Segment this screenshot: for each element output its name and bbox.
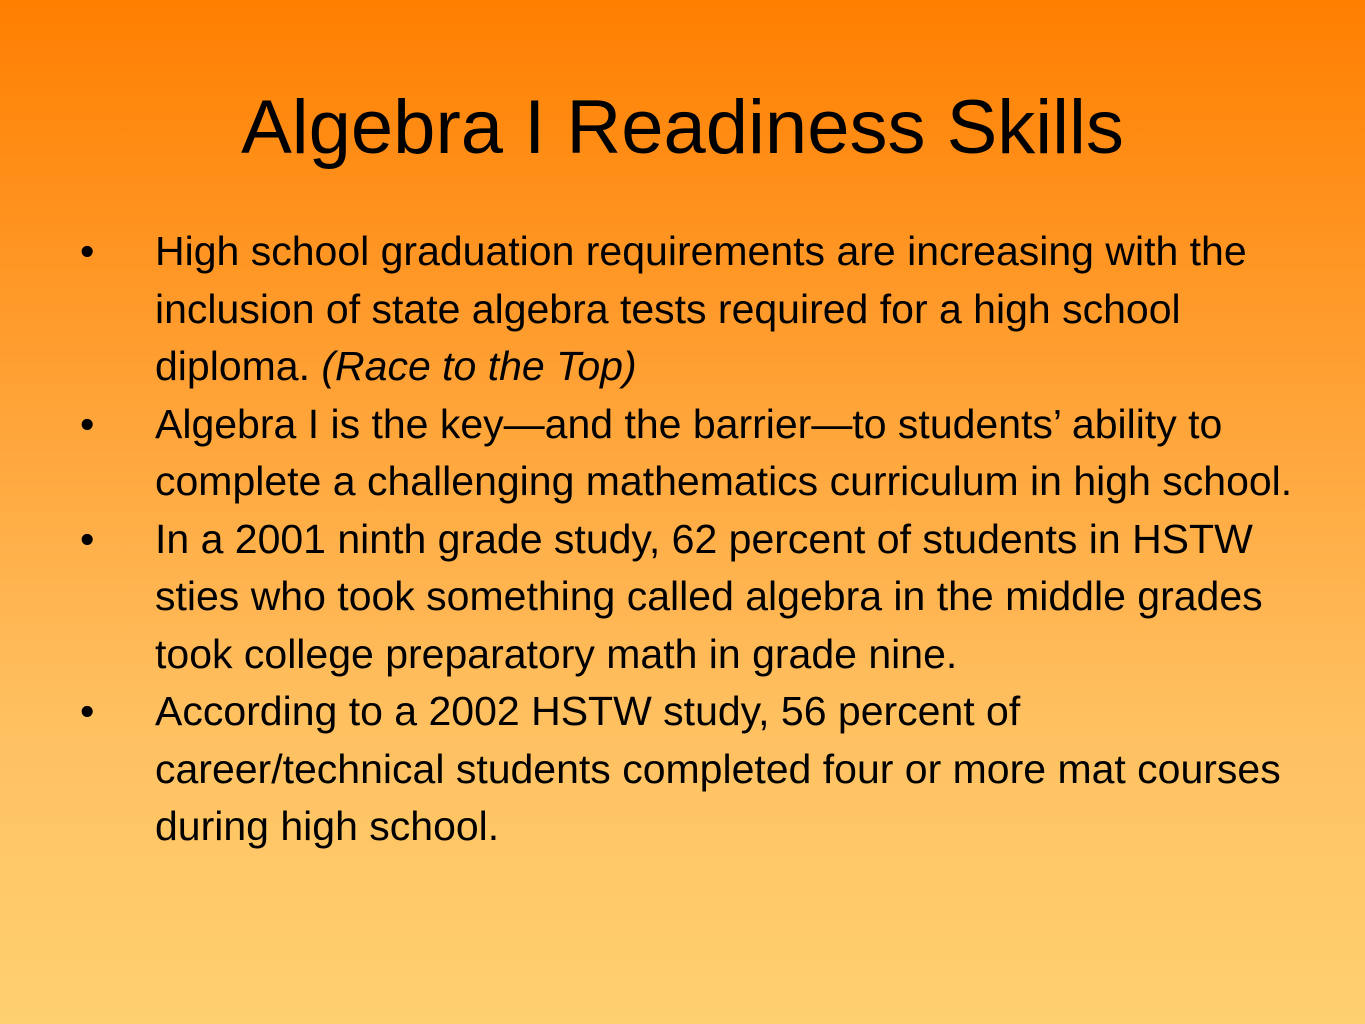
bullet-item: [0, 511, 1365, 684]
bullet-text: According to a 2002 HSTW study, 56 percent of career/technical students completed four or more mat courses during high school.: [155, 688, 1281, 849]
bullet-item: [0, 223, 1365, 396]
bullet-marker: •: [80, 688, 95, 734]
bullet-item: [0, 683, 1365, 856]
bullet-list: [0, 223, 1365, 856]
bullet-item: [0, 396, 1365, 511]
bullet-text: Algebra I is the key—and the barrier—to students’ ability to complete a challenging mathematics curriculum in high school.: [155, 400, 1293, 504]
bullet-text: In a 2001 ninth grade study, 62 percent of students in HSTW sties who took something called algebra in the middle grades took college preparatory math in grade nine.: [155, 515, 1263, 677]
bullet-emphasis: (Race to the Top): [321, 343, 637, 389]
bullet-marker: •: [80, 515, 95, 562]
bullet-marker: •: [80, 228, 95, 274]
bullet-marker: •: [80, 400, 95, 447]
slide-title: Algebra I Readiness Skills: [241, 85, 1124, 170]
bullet-text: High school graduation requirements are increasing with the inclusion of state algebra tests required for a high school diploma.: [155, 228, 1247, 389]
